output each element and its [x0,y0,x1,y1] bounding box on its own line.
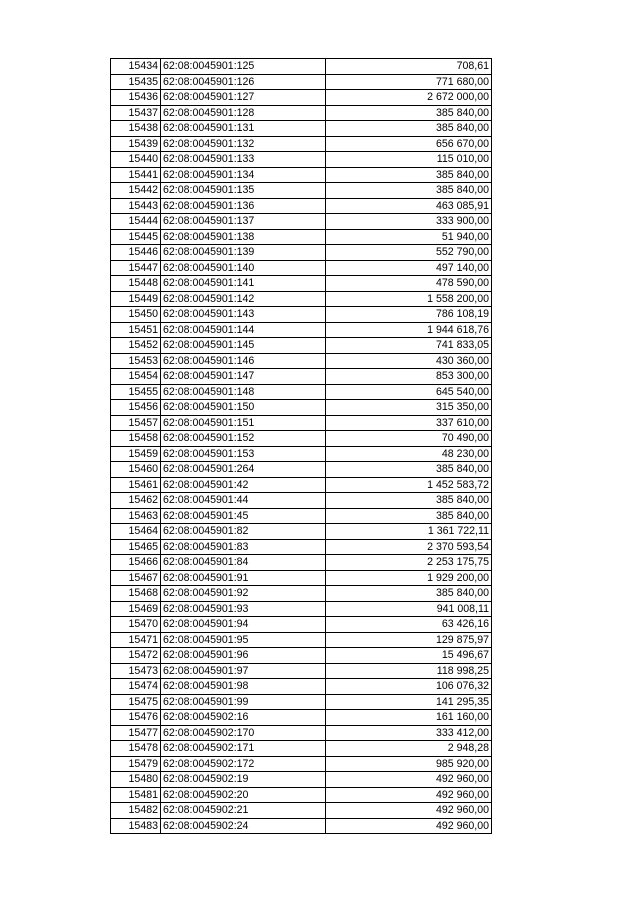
cadastral-number-cell: 62:08:0045901:42 [161,477,326,493]
table-row [111,121,492,137]
value-cell: 492 960,00 [326,772,492,788]
table-row [111,477,492,493]
value-cell: 337 610,00 [326,415,492,431]
value-cell: 161 160,00 [326,710,492,726]
row-number-cell: 15439 [111,136,161,152]
table-row [111,648,492,664]
value-cell: 385 840,00 [326,105,492,121]
row-number-cell: 15472 [111,648,161,664]
value-cell: 385 840,00 [326,167,492,183]
row-number-cell: 15470 [111,617,161,633]
cadastral-number-cell: 62:08:0045901:125 [161,59,326,75]
value-cell: 492 960,00 [326,803,492,819]
cadastral-number-cell: 62:08:0045901:133 [161,152,326,168]
table-body [111,59,492,834]
value-cell: 478 590,00 [326,276,492,292]
cadastral-number-cell: 62:08:0045901:93 [161,601,326,617]
value-cell: 63 426,16 [326,617,492,633]
row-number-cell: 15479 [111,756,161,772]
value-cell: 51 940,00 [326,229,492,245]
cadastral-number-cell: 62:08:0045902:172 [161,756,326,772]
row-number-cell: 15438 [111,121,161,137]
row-number-cell: 15459 [111,446,161,462]
table-row [111,601,492,617]
row-number-cell: 15454 [111,369,161,385]
cadastral-number-cell: 62:08:0045901:143 [161,307,326,323]
table-row [111,787,492,803]
cadastral-number-cell: 62:08:0045901:148 [161,384,326,400]
value-cell: 115 010,00 [326,152,492,168]
cadastral-number-cell: 62:08:0045902:170 [161,725,326,741]
value-cell: 1 361 722,11 [326,524,492,540]
table-row [111,632,492,648]
row-number-cell: 15482 [111,803,161,819]
value-cell: 2 370 593,54 [326,539,492,555]
cadastral-number-cell: 62:08:0045901:96 [161,648,326,664]
value-cell: 333 900,00 [326,214,492,230]
value-cell: 853 300,00 [326,369,492,385]
table-row [111,818,492,834]
row-number-cell: 15447 [111,260,161,276]
table-row [111,617,492,633]
table-row [111,415,492,431]
cadastral-number-cell: 62:08:0045901:134 [161,167,326,183]
table-row [111,260,492,276]
table-row [111,539,492,555]
row-number-cell: 15468 [111,586,161,602]
value-cell: 2 672 000,00 [326,90,492,106]
row-number-cell: 15483 [111,818,161,834]
cadastral-number-cell: 62:08:0045901:142 [161,291,326,307]
row-number-cell: 15442 [111,183,161,199]
table-row [111,493,492,509]
cadastral-number-cell: 62:08:0045901:94 [161,617,326,633]
value-cell: 492 960,00 [326,787,492,803]
row-number-cell: 15436 [111,90,161,106]
value-cell: 333 412,00 [326,725,492,741]
value-cell: 430 360,00 [326,353,492,369]
row-number-cell: 15476 [111,710,161,726]
row-number-cell: 15444 [111,214,161,230]
table-row [111,663,492,679]
value-cell: 1 929 200,00 [326,570,492,586]
cadastral-number-cell: 62:08:0045902:171 [161,741,326,757]
row-number-cell: 15456 [111,400,161,416]
row-number-cell: 15477 [111,725,161,741]
cadastral-number-cell: 62:08:0045901:128 [161,105,326,121]
value-cell: 492 960,00 [326,818,492,834]
row-number-cell: 15473 [111,663,161,679]
value-cell: 315 350,00 [326,400,492,416]
cadastral-number-cell: 62:08:0045901:135 [161,183,326,199]
table-row [111,338,492,354]
table-row [111,74,492,90]
table-row [111,353,492,369]
table-row [111,741,492,757]
cadastral-number-cell: 62:08:0045902:21 [161,803,326,819]
cadastral-number-cell: 62:08:0045901:99 [161,694,326,710]
value-cell: 385 840,00 [326,586,492,602]
cadastral-number-cell: 62:08:0045901:264 [161,462,326,478]
value-cell: 741 833,05 [326,338,492,354]
cadastral-number-cell: 62:08:0045902:24 [161,818,326,834]
value-cell: 645 540,00 [326,384,492,400]
value-cell: 385 840,00 [326,462,492,478]
table-row [111,462,492,478]
row-number-cell: 15452 [111,338,161,354]
value-cell: 106 076,32 [326,679,492,695]
cadastral-number-cell: 62:08:0045901:151 [161,415,326,431]
row-number-cell: 15451 [111,322,161,338]
row-number-cell: 15448 [111,276,161,292]
cadastral-number-cell: 62:08:0045901:97 [161,663,326,679]
cadastral-number-cell: 62:08:0045902:20 [161,787,326,803]
row-number-cell: 15460 [111,462,161,478]
cadastral-number-cell: 62:08:0045901:141 [161,276,326,292]
row-number-cell: 15453 [111,353,161,369]
table-row [111,586,492,602]
row-number-cell: 15466 [111,555,161,571]
row-number-cell: 15474 [111,679,161,695]
table-row [111,710,492,726]
table-row [111,431,492,447]
value-cell: 70 490,00 [326,431,492,447]
table-row [111,322,492,338]
value-cell: 1 452 583,72 [326,477,492,493]
table-row [111,245,492,261]
row-number-cell: 15464 [111,524,161,540]
row-number-cell: 15455 [111,384,161,400]
cadastral-number-cell: 62:08:0045901:92 [161,586,326,602]
value-cell: 463 085,91 [326,198,492,214]
table-row [111,214,492,230]
value-cell: 656 670,00 [326,136,492,152]
row-number-cell: 15450 [111,307,161,323]
row-number-cell: 15465 [111,539,161,555]
table-row [111,183,492,199]
row-number-cell: 15467 [111,570,161,586]
cadastral-number-cell: 62:08:0045901:83 [161,539,326,555]
row-number-cell: 15443 [111,198,161,214]
row-number-cell: 15437 [111,105,161,121]
value-cell: 771 680,00 [326,74,492,90]
cadastral-number-cell: 62:08:0045901:139 [161,245,326,261]
cadastral-number-cell: 62:08:0045901:132 [161,136,326,152]
cadastral-number-cell: 62:08:0045901:138 [161,229,326,245]
table-row [111,694,492,710]
value-cell: 385 840,00 [326,493,492,509]
table-row [111,772,492,788]
value-cell: 48 230,00 [326,446,492,462]
table-row [111,276,492,292]
row-number-cell: 15435 [111,74,161,90]
row-number-cell: 15434 [111,59,161,75]
row-number-cell: 15458 [111,431,161,447]
value-cell: 385 840,00 [326,508,492,524]
cadastral-number-cell: 62:08:0045901:95 [161,632,326,648]
table-row [111,90,492,106]
cadastral-number-cell: 62:08:0045901:150 [161,400,326,416]
cadastral-number-cell: 62:08:0045901:144 [161,322,326,338]
table-row [111,756,492,772]
table-row [111,59,492,75]
cadastral-number-cell: 62:08:0045901:146 [161,353,326,369]
cadastral-number-cell: 62:08:0045901:98 [161,679,326,695]
table-row [111,105,492,121]
value-cell: 497 140,00 [326,260,492,276]
value-cell: 385 840,00 [326,121,492,137]
cadastral-number-cell: 62:08:0045901:91 [161,570,326,586]
row-number-cell: 15445 [111,229,161,245]
row-number-cell: 15475 [111,694,161,710]
value-cell: 2 253 175,75 [326,555,492,571]
row-number-cell: 15481 [111,787,161,803]
table-row [111,167,492,183]
value-cell: 385 840,00 [326,183,492,199]
value-cell: 1 944 618,76 [326,322,492,338]
value-cell: 786 108,19 [326,307,492,323]
row-number-cell: 15469 [111,601,161,617]
table-row [111,446,492,462]
row-number-cell: 15449 [111,291,161,307]
row-number-cell: 15471 [111,632,161,648]
cadastral-number-cell: 62:08:0045901:152 [161,431,326,447]
cadastral-number-cell: 62:08:0045901:84 [161,555,326,571]
row-number-cell: 15441 [111,167,161,183]
table-row [111,725,492,741]
table-row [111,136,492,152]
table-row [111,198,492,214]
cadastral-number-cell: 62:08:0045901:82 [161,524,326,540]
value-cell: 985 920,00 [326,756,492,772]
value-cell: 118 998,25 [326,663,492,679]
value-cell: 708,61 [326,59,492,75]
table-row [111,291,492,307]
value-cell: 1 558 200,00 [326,291,492,307]
cadastral-number-cell: 62:08:0045901:45 [161,508,326,524]
table-row [111,524,492,540]
value-cell: 2 948,28 [326,741,492,757]
table-row [111,400,492,416]
row-number-cell: 15440 [111,152,161,168]
row-number-cell: 15463 [111,508,161,524]
cadastral-number-cell: 62:08:0045901:145 [161,338,326,354]
cadastral-value-table [110,58,492,834]
value-cell: 129 875,97 [326,632,492,648]
row-number-cell: 15478 [111,741,161,757]
table-row [111,803,492,819]
table-row [111,307,492,323]
table-row [111,152,492,168]
value-cell: 141 295,35 [326,694,492,710]
row-number-cell: 15446 [111,245,161,261]
row-number-cell: 15480 [111,772,161,788]
cadastral-number-cell: 62:08:0045901:126 [161,74,326,90]
table-row [111,570,492,586]
value-cell: 552 790,00 [326,245,492,261]
row-number-cell: 15461 [111,477,161,493]
cadastral-number-cell: 62:08:0045901:137 [161,214,326,230]
value-cell: 941 008,11 [326,601,492,617]
row-number-cell: 15457 [111,415,161,431]
cadastral-number-cell: 62:08:0045902:16 [161,710,326,726]
cadastral-number-cell: 62:08:0045901:136 [161,198,326,214]
table-row [111,369,492,385]
cadastral-number-cell: 62:08:0045901:44 [161,493,326,509]
table-row [111,384,492,400]
table-row [111,508,492,524]
cadastral-number-cell: 62:08:0045901:153 [161,446,326,462]
cadastral-number-cell: 62:08:0045901:131 [161,121,326,137]
row-number-cell: 15462 [111,493,161,509]
table-row [111,555,492,571]
cadastral-number-cell: 62:08:0045901:127 [161,90,326,106]
value-cell: 15 496,67 [326,648,492,664]
cadastral-number-cell: 62:08:0045901:147 [161,369,326,385]
table-row [111,229,492,245]
cadastral-number-cell: 62:08:0045902:19 [161,772,326,788]
table-row [111,679,492,695]
cadastral-number-cell: 62:08:0045901:140 [161,260,326,276]
